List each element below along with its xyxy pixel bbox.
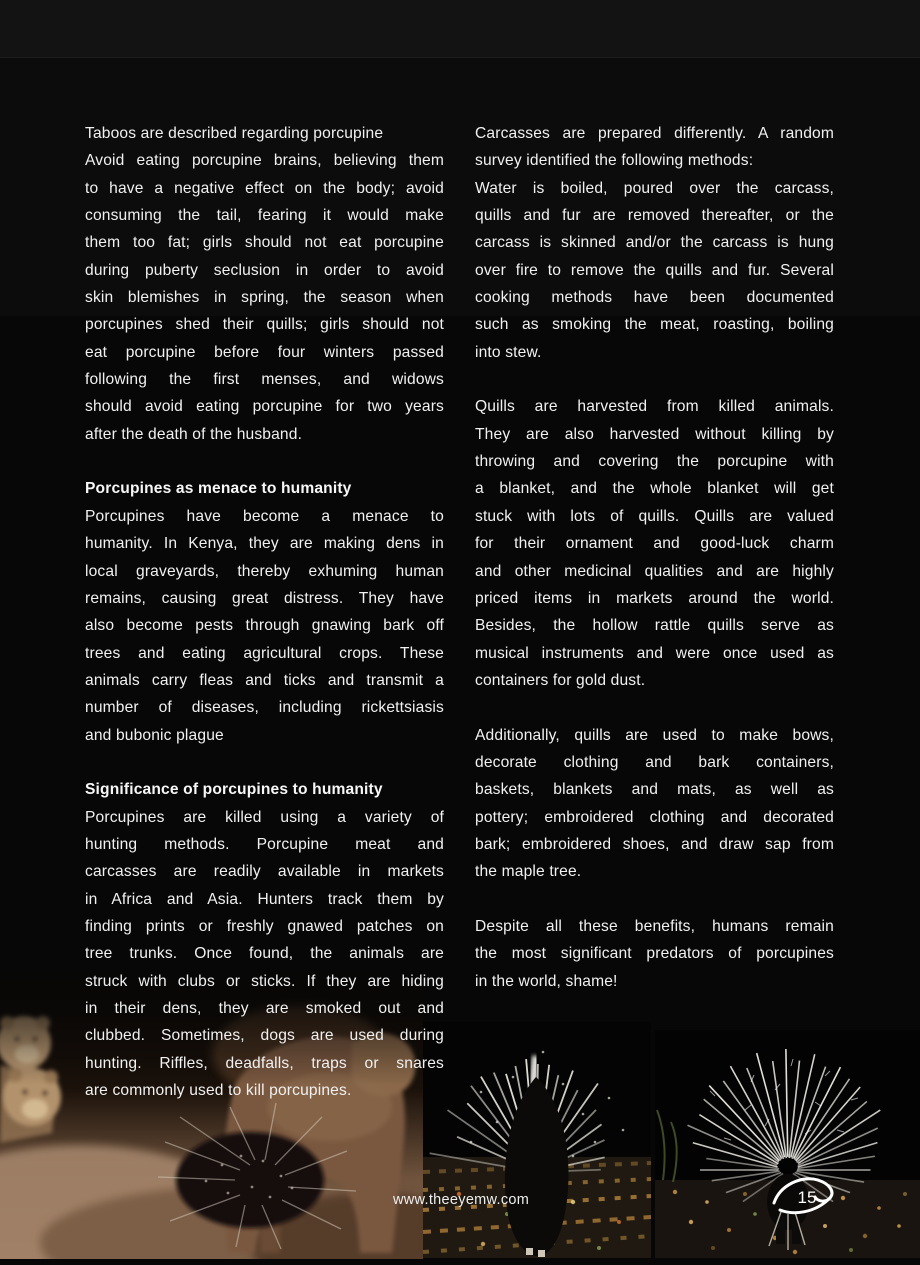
section-heading: Porcupines as menace to humanity <box>85 480 352 498</box>
text-line: after the death of the husband. <box>85 425 303 443</box>
paragraph <box>475 120 834 366</box>
website-url: www.theeyemw.com <box>393 1192 530 1208</box>
text-line: Despite all these benefits, humans remain <box>475 917 834 935</box>
text-line: are commonly used to kill porcupines. <box>85 1082 352 1100</box>
text-line: such as smoking the meat, roasting, boiling <box>475 316 834 334</box>
text-line: struck with clubs or sticks. If they are hiding <box>85 972 444 990</box>
paragraph <box>85 503 444 749</box>
text-line: baskets, blankets and mats, as well as <box>475 781 834 799</box>
text-line: Additionally, quills are used to make bows, <box>475 726 834 744</box>
text-line: porcupines shed their quills; girls should not <box>85 316 444 334</box>
text-line: throwing and covering the porcupine with <box>475 453 834 471</box>
text-line: in the world, shame! <box>475 972 618 990</box>
text-line: Porcupines have become a menace to <box>85 507 444 525</box>
text-line: Taboos are described regarding porcupine <box>85 125 384 142</box>
text-line: during puberty seclusion in order to avoid <box>85 261 444 279</box>
text-line: decorate clothing and bark containers, <box>475 753 834 771</box>
text-line: a blanket, and the whole blanket will get <box>475 480 834 498</box>
text-line: carcass is skinned and/or the carcass is hung <box>475 234 834 252</box>
paragraph <box>475 393 834 694</box>
text-line: carcasses are readily available in markets <box>85 863 444 881</box>
text-line: finding prints or freshly gnawed patches on <box>85 917 444 935</box>
text-line: cooking methods have been documented <box>475 289 834 307</box>
text-line: bark; embroidered shoes, and draw sap from <box>475 835 834 853</box>
text-line: following the first menses, and widows <box>85 371 444 389</box>
left-column <box>85 120 444 1104</box>
text-line: and other medicinal qualities and are highly <box>475 562 834 580</box>
text-line: to have a negative effect on the body; avoid <box>85 179 444 197</box>
text-line: also become pests through gnawing bark off <box>85 617 444 635</box>
text-line: and bubonic plague <box>85 726 224 744</box>
text-line: in their dens, they are smoked out and <box>85 1000 444 1017</box>
text-line: humanity. In Kenya, they are making dens in <box>85 535 444 553</box>
text-line: local graveyards, thereby exhuming human <box>85 562 444 580</box>
text-line: tree trunks. Once found, the animals are <box>85 945 444 963</box>
text-line: containers for gold dust. <box>475 671 646 689</box>
article <box>85 120 834 1104</box>
text-line: hunting methods. Porcupine meat and <box>85 835 444 853</box>
text-line: pottery; embroidered clothing and decorated <box>475 808 834 826</box>
section-heading: Significance of porcupines to humanity <box>85 781 383 799</box>
text-line: should avoid eating porcupine for two years <box>85 398 444 416</box>
text-line: for their ornament and good-luck charm <box>475 535 834 553</box>
text-line: them too fat; girls should not eat porcupine <box>85 234 444 252</box>
right-column <box>475 120 834 1104</box>
text-line: priced items in markets around the world. <box>475 589 834 607</box>
text-line: hunting. Riffles, deadfalls, traps or snares <box>85 1054 444 1072</box>
text-line: Water is boiled, poured over the carcass, <box>475 179 834 197</box>
text-line: into stew. <box>475 343 542 361</box>
text-line: the most significant predators of porcupines <box>475 945 834 963</box>
text-line: Carcasses are prepared differently. A random <box>475 125 834 142</box>
text-line: survey identified the following methods: <box>475 152 754 170</box>
paragraph <box>475 722 834 886</box>
text-line: trees and eating agricultural crops. These <box>85 644 444 662</box>
text-line: stuck with lots of quills. Quills are valued <box>475 507 834 525</box>
text-line: Porcupines are killed using a variety of <box>85 808 444 826</box>
paragraph <box>85 804 444 1105</box>
text-line: skin blemishes in spring, the season when <box>85 289 444 307</box>
text-line: Avoid eating porcupine brains, believing them <box>85 152 444 170</box>
text-line: Besides, the hollow rattle quills serve as <box>475 617 834 635</box>
text-line: They are also harvested without killing by <box>475 425 834 443</box>
paragraph <box>85 120 444 448</box>
eye-logo <box>766 1170 836 1227</box>
text-line: clubbed. Sometimes, dogs are used during <box>85 1027 444 1045</box>
text-line: number of diseases, including rickettsiasis <box>85 699 444 717</box>
text-line: eat porcupine before four winters passed <box>85 343 444 361</box>
text-line: the maple tree. <box>475 863 582 881</box>
text-line: animals carry fleas and ticks and transmit a <box>85 671 444 689</box>
text-line: musical instruments and were once used as <box>475 644 834 662</box>
text-line: consuming the tail, fearing it would make <box>85 207 444 225</box>
text-line: remains, causing great distress. They have <box>85 589 444 607</box>
text-line: quills and fur are removed thereafter, or the <box>475 207 834 225</box>
text-line: over fire to remove the quills and fur. Several <box>475 261 834 279</box>
text-line: Quills are harvested from killed animals. <box>475 398 834 416</box>
paragraph <box>475 913 834 995</box>
page-number: 15 <box>797 1188 817 1207</box>
text-line: in Africa and Asia. Hunters track them by <box>85 890 444 908</box>
